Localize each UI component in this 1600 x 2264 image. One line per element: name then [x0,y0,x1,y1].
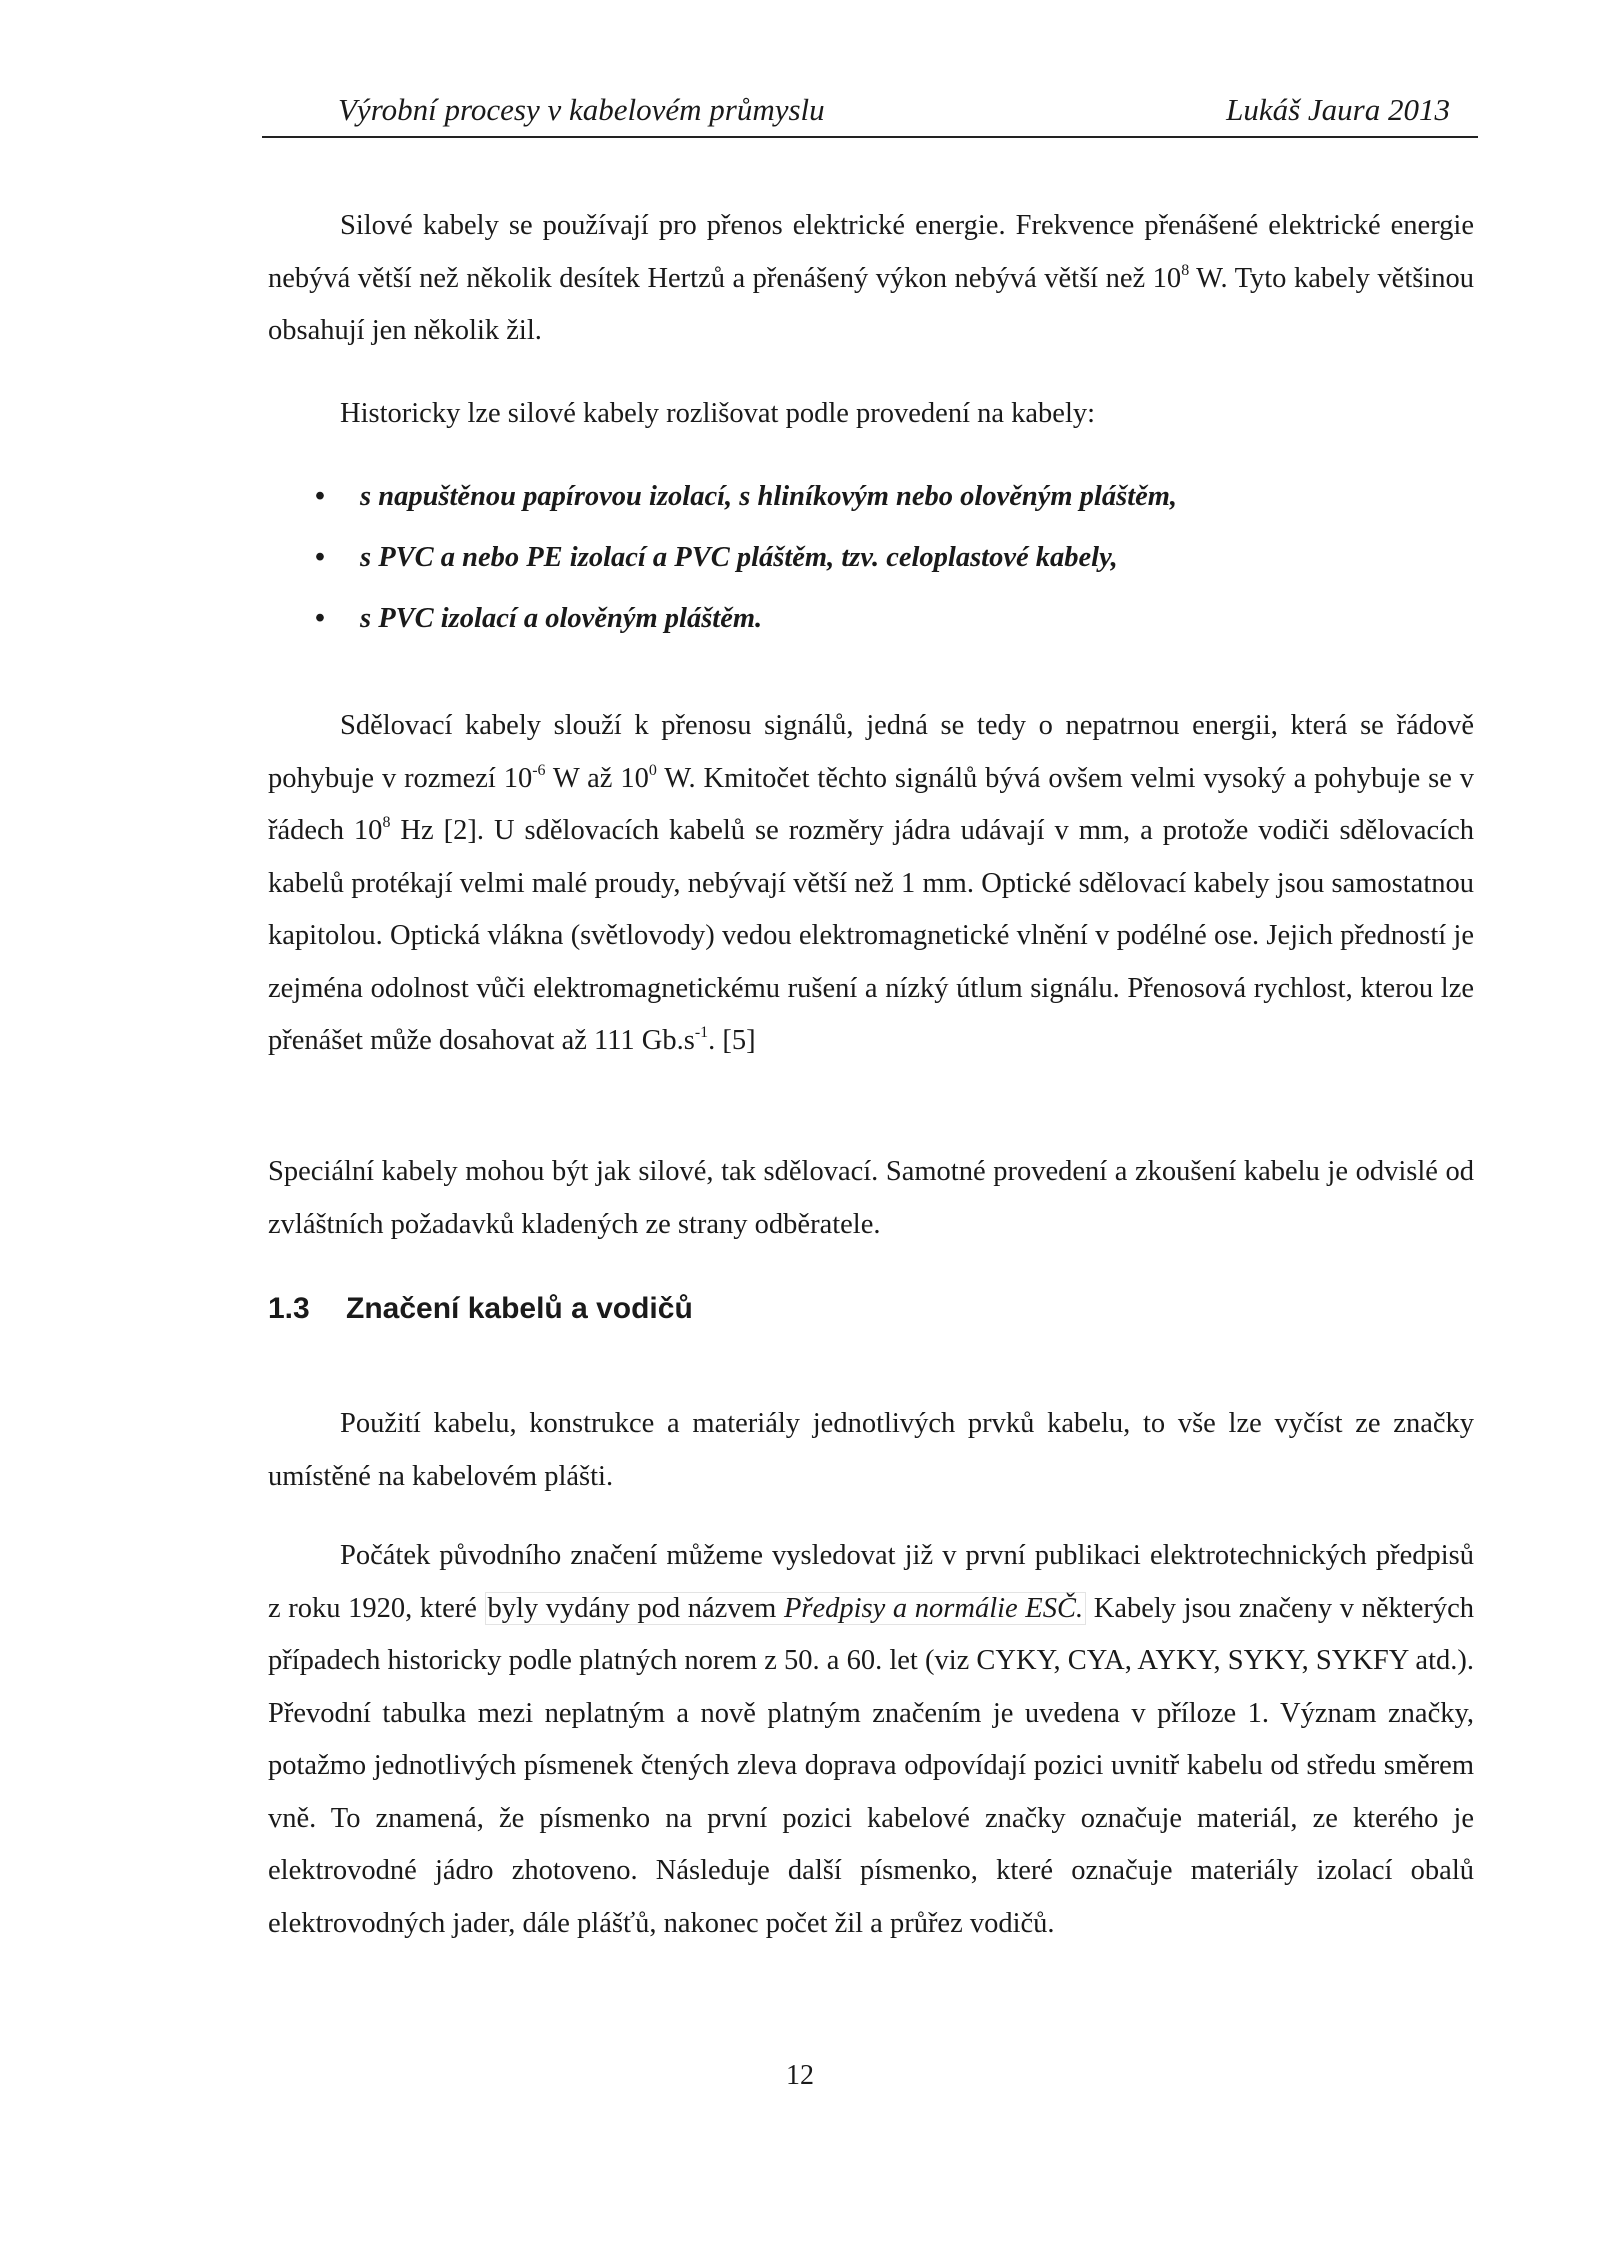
highlighted-phrase: byly vydány pod názvem Předpisy a normálie ESČ. [485,1592,1087,1625]
bullet-icon: • [315,542,325,573]
section-title: Značení kabelů a vodičů [346,1292,693,1325]
paragraph-power-cables: Silové kabely se používají pro přenos elektrické energie. Frekvence přenášené elektrické energie nebývá větší než několik desítek Hertzů a přenášený výkon nebývá větší než $10^8$ W. Tyto kabely většinou obsahují jen několik žil. [268,210,1474,346]
paragraph-original-marking: Počátek původního značení můžeme vysledovat již v první publikaci elektrotechnických předpisů z roku 1920, které byly vydány pod názvem Předpisy a normálie ESČ. Kabely jsou značeny v některých případech historicky podle platných norem z 50. a 60. let (viz CYKY, CYA, AYKY, SYKY, SYKFY atd.). Převodní tabulka mezi neplatným a nově platným značením je uvedena v příloze 1. Význam značky, potažmo jednotlivých písmenek čtených zleva doprava odpovídají pozici uvnitř kabelu od středu směrem vně. To znamená, že písmenko na první pozici kabelové značky označuje materiál, ze kterého je elektrovodné jádro zhotoveno. Následuje další písmenko, které označuje materiály izolací obalů elektrovodných jader, dále plášťů, nakonec počet žil a průřez vodičů. [268,1540,1475,1939]
header-author-year: Lukáš Jaura 2013 [1226,92,1450,127]
list-item: • s PVC izolací a olověným pláštěm. [268,588,1474,649]
section-heading [268,1292,693,1326]
paragraph-special-cables: Speciální kabely mohou být jak silové, tak sdělovací. Samotné provedení a zkoušení kabelu je odvislé od zvláštních požadavků kladených ze strany odběratele. [268,1156,1474,1240]
cable-types-list [268,466,1474,649]
page-number: 12 [786,2060,814,2091]
bullet-icon: • [315,481,325,512]
bullet-icon: • [315,603,325,634]
list-item: • s napuštěnou papírovou izolací, s hliníkovým nebo olověným pláštěm, [268,466,1474,527]
section-number: 1.3 [268,1292,310,1325]
list-item: • s PVC a nebo PE izolací a PVC pláštěm, tzv. celoplastové kabely, [268,527,1474,588]
paragraph-historical-intro: Historicky lze silové kabely rozlišovat podle provedení na kabely: [340,398,1096,429]
paragraph-cable-usage: Použití kabelu, konstrukce a materiály jednotlivých prvků kabelu, to vše lze vyčíst ze značky umístěné na kabelovém plášti. [268,1408,1474,1492]
paragraph-communication-cables: Sdělovací kabely slouží k přenosu signálů, jedná se tedy o nepatrnou energii, která se řádově pohybuje v rozmezí $10^{-6}$ W až $10^0$ W. Kmitočet těchto signálů bývá ovšem velmi vysoký a pohybuje se v řádech $10^8$ Hz [2]. U sdělovacích kabelů se rozměry jádra udávají v mm, a protože vodiči sdělovacích kabelů protékají velmi malé proudy, nebývají větší než 1 mm. Optické sdělovací kabely jsou samostatnou kapitolou. Optická vlákna (světlovody) vedou elektromagnetické vlnění v podélné ose. Jejich předností je zejména odolnost vůči elektromagnetickému rušení a nízký útlum signálu. Přenosová rychlost, kterou lze přenášet může dosahovat až 111 $Gb.s^{-1}$. [5] [268,710,1474,1056]
page-header [262,92,1478,138]
header-title: Výrobní procesy v kabelovém průmyslu [338,92,825,127]
